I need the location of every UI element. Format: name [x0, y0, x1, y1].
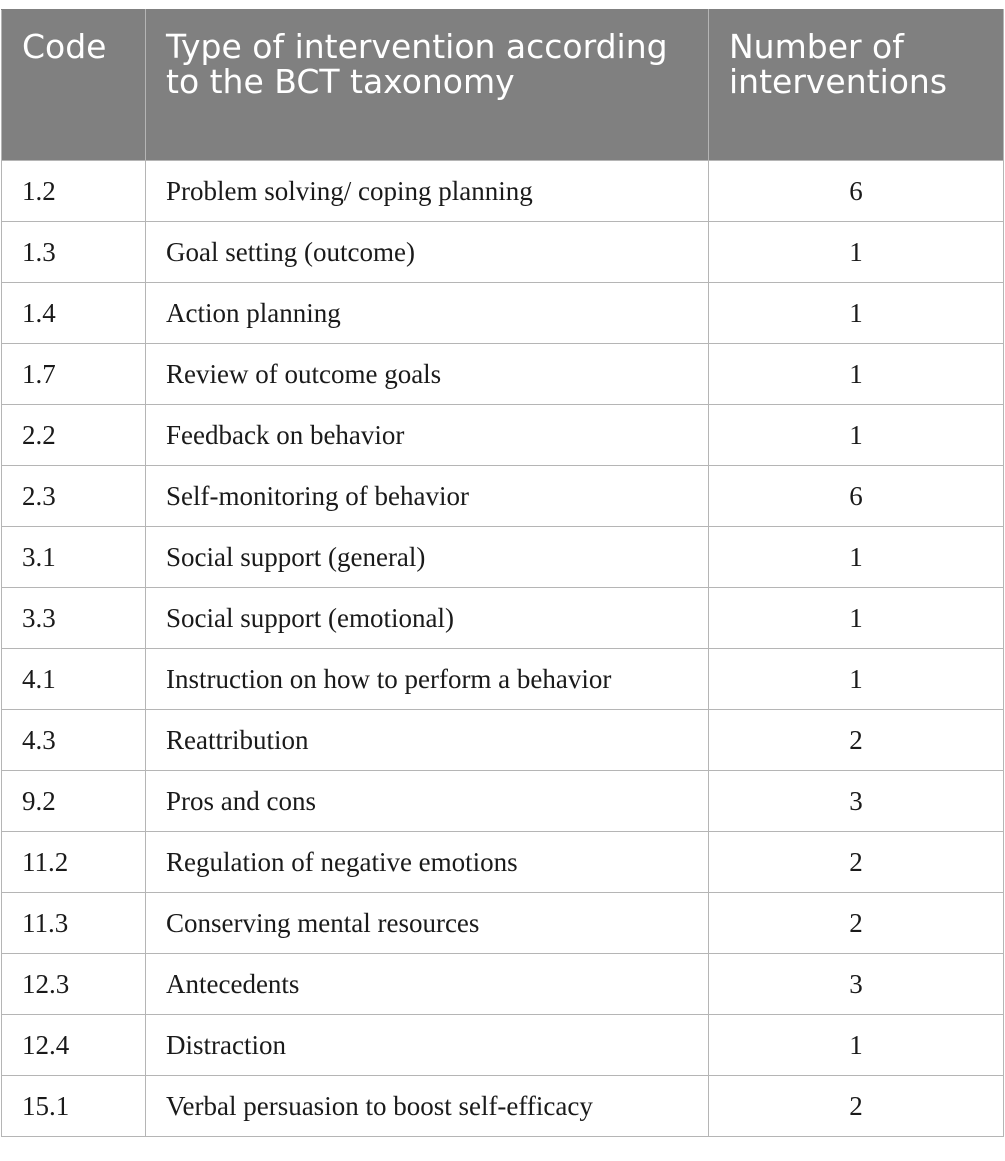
- table-row: [2, 161, 1004, 222]
- cell-code: 12.4: [2, 1015, 146, 1076]
- cell-intervention-type: Self-monitoring of behavior: [146, 466, 709, 527]
- cell-code: 11.3: [2, 893, 146, 954]
- table-row: [2, 344, 1004, 405]
- cell-code: 3.3: [2, 588, 146, 649]
- table-row: [2, 649, 1004, 710]
- table-row: [2, 954, 1004, 1015]
- cell-code: 15.1: [2, 1076, 146, 1137]
- cell-count: 1: [709, 649, 1004, 710]
- header-code: Code: [2, 10, 146, 161]
- table-header: [2, 10, 1004, 161]
- cell-intervention-type: Reattribution: [146, 710, 709, 771]
- cell-code: 11.2: [2, 832, 146, 893]
- cell-count: 2: [709, 710, 1004, 771]
- cell-intervention-type: Distraction: [146, 1015, 709, 1076]
- cell-intervention-type: Action planning: [146, 283, 709, 344]
- table-row: [2, 283, 1004, 344]
- cell-code: 1.3: [2, 222, 146, 283]
- cell-intervention-type: Verbal persuasion to boost self-efficacy: [146, 1076, 709, 1137]
- table-row: [2, 832, 1004, 893]
- header-number-of-interventions: Number of interventions: [709, 10, 1004, 161]
- cell-code: 1.7: [2, 344, 146, 405]
- cell-count: 1: [709, 588, 1004, 649]
- table-row: [2, 1076, 1004, 1137]
- cell-count: 2: [709, 832, 1004, 893]
- cell-code: 2.2: [2, 405, 146, 466]
- cell-count: 2: [709, 1076, 1004, 1137]
- table-body: [2, 161, 1004, 1137]
- cell-count: 1: [709, 344, 1004, 405]
- cell-count: 6: [709, 161, 1004, 222]
- cell-count: 1: [709, 405, 1004, 466]
- cell-code: 4.3: [2, 710, 146, 771]
- table-row: [2, 1015, 1004, 1076]
- cell-code: 1.2: [2, 161, 146, 222]
- cell-count: 1: [709, 283, 1004, 344]
- cell-count: 1: [709, 1015, 1004, 1076]
- cell-count: 3: [709, 954, 1004, 1015]
- table-row: [2, 710, 1004, 771]
- cell-code: 2.3: [2, 466, 146, 527]
- table-row: [2, 466, 1004, 527]
- table-row: [2, 771, 1004, 832]
- table-row: [2, 222, 1004, 283]
- bct-intervention-table: [1, 9, 1004, 1137]
- table-row: [2, 893, 1004, 954]
- cell-intervention-type: Social support (emotional): [146, 588, 709, 649]
- cell-count: 1: [709, 527, 1004, 588]
- table-row: [2, 588, 1004, 649]
- cell-code: 3.1: [2, 527, 146, 588]
- table-row: [2, 527, 1004, 588]
- cell-count: 6: [709, 466, 1004, 527]
- cell-code: 12.3: [2, 954, 146, 1015]
- cell-code: 4.1: [2, 649, 146, 710]
- cell-code: 1.4: [2, 283, 146, 344]
- cell-intervention-type: Feedback on behavior: [146, 405, 709, 466]
- cell-code: 9.2: [2, 771, 146, 832]
- cell-count: 3: [709, 771, 1004, 832]
- cell-intervention-type: Regulation of negative emotions: [146, 832, 709, 893]
- cell-count: 2: [709, 893, 1004, 954]
- cell-intervention-type: Instruction on how to perform a behavior: [146, 649, 709, 710]
- header-intervention-type: Type of intervention according to the BCT taxonomy: [146, 10, 709, 161]
- cell-count: 1: [709, 222, 1004, 283]
- cell-intervention-type: Problem solving/ coping planning: [146, 161, 709, 222]
- cell-intervention-type: Review of outcome goals: [146, 344, 709, 405]
- table-row: [2, 405, 1004, 466]
- cell-intervention-type: Antecedents: [146, 954, 709, 1015]
- cell-intervention-type: Goal setting (outcome): [146, 222, 709, 283]
- cell-intervention-type: Pros and cons: [146, 771, 709, 832]
- cell-intervention-type: Social support (general): [146, 527, 709, 588]
- header-row: [2, 10, 1004, 161]
- cell-intervention-type: Conserving mental resources: [146, 893, 709, 954]
